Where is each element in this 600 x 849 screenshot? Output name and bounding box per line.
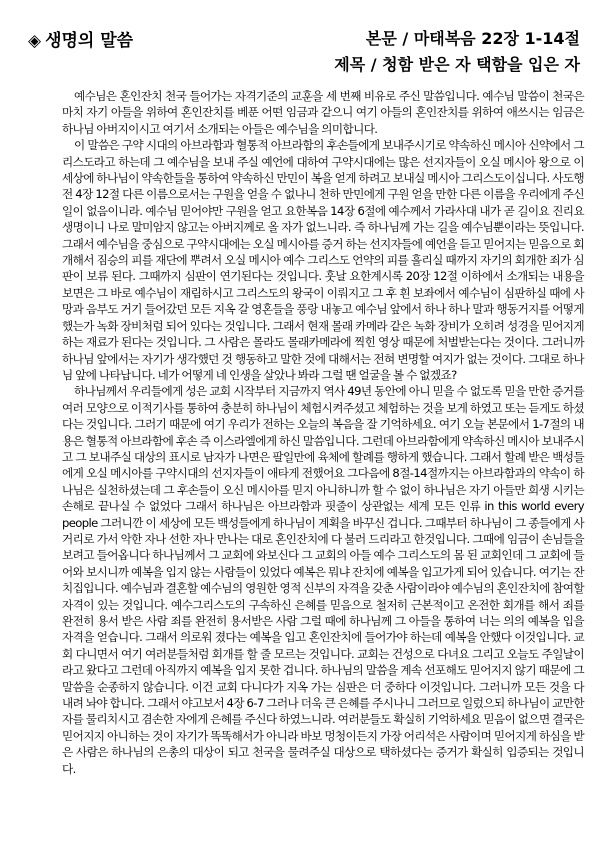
diamond-icon: ◈ — [28, 31, 42, 51]
page-header — [0, 0, 600, 84]
section-title — [28, 26, 133, 51]
section-title-text: 생명의 말씀 — [45, 31, 134, 51]
sermon-subject: 제목 / 청함 받은 자 택함을 입은 자 — [334, 55, 580, 74]
scripture-passage: 본문 / 마태복음 22장 1-14절 — [365, 29, 580, 48]
paragraph: 하나님께서 우리들에게 성은 교회 시작부터 지금까지 역사 49년 동안에 아니 믿을 수 없도록 믿을 만한 증거를 여러 모양으로 이적기사를 통하여 충분히 하나님이 체험시켜주셨고 체험하는 것을 보게 하였고 또는 듣게도 하셨다는 것입니다. 그러기 때문에 여기 우리가 전하는 오늘의 복음을 잘 기억하세요. 여기 오늘 본문에서 1-7절의 내용은 혈통적 아브라함에 후손 즉 이스라엘에게 하신 말씀입니다. 그런데 아브라함에게 약속하신 메시아 보내주시고 그 보내주실 대상의 표시로 남자가 나면은 팔일만에 육체에 할례를 행하게 했습니다. 그래서 할례 받은 백성들에게 오실 메시아를 구약시대의 선지자들이 애타게 전했어요 그다음에 8절-14절까지는 아브라함과의 약속이 하나님은 실천하셨는데 그 후손들이 오신 메시아를 믿지 아니하니까 할 수 없이 하나님은 자기 아들만 희생 시키는 손해로 끝나실 수 없었다 그래서 하나님은 아브라함과 핏줄이 상관없는 세계 모든 인류 in this world every people 그러니깐 이 세상에 모든 백성들에게 하나님이 계획을 바꾸신 겁니다. 그때부터 하나님이 그 종들에게 사거리로 가서 악한 자나 선한 자나 만나는 대로 혼인잔치에 다 불러 드리라고 한것입니다. 그때에 임금이 손님들을 보려고 들어옵니다 하나님께서 그 교회에 와보신다 그 교회의 아들 예수 그리스도의 몸 된 교회인데 그 교회에 들어와 보시니까 예복을 입지 않는 사람들이 있었다 예복은 뭐냐 잔치에 예복을 입고가게 되어 있습니다. 여기는 잔치집입니다. 예수님과 결혼할 예수님의 영원한 영적 신부의 자격을 갖춘 사람이라야 예수님의 혼인잔치에 참여할 자격이 있는 것입니다. 예수그리스도의 구속하신 은혜를 믿음으로 철저히 근본적이고 온전한 회개를 해서 죄를 완전히 용서 받은 사람 죄를 완전히 용서받은 사람 그럴 때에 하나님께 그 아들을 통하여 너는 의의 예복을 입을 자격을 얻습니다. 그래서 의로워 졌다는 예복을 입고 혼인잔치에 들어가야 하는데 예복을 안했다 이것입니다. 교회 다니면서 여기 여러분들처럼 회개를 할 줄 모르는 것입니다. 교회는 건성으로 다녀요 그리고 오늘도 주일날이라고 왔다고 그런데 아직까지 예복을 입지 못한 겁니다. 하나님의 말씀을 계속 선포해도 믿어지지 않기 때문에 그 말씀을 순종하지 않습니다. 이건 교회 다니다가 지옥 가는 심판은 더 중하다 이것입니다. 그러니까 모든 것을 다 내려 놔야 합니다. 그래서 야고보서 4장 6-7 그러나 더욱 큰 은혜를 주시나니 그러므로 일렀으되 하나님이 교만한 자를 물리치시고 겸손한 자에게 은혜를 주신다 하였느니라. 여러분들도 확실히 기억하세요 믿음이 없으면 결국은 믿어지지 아니하는 것이 자기가 똑똑해서가 아니라 바보 멍청이든지 가장 어리석은 사람이며 믿어지게 하심을 받은 사람은 하나님의 은총의 대상이 되고 천국을 물려주실 대상으로 택하셨다는 증거가 확실히 입증되는 것입니다. — [62, 384, 584, 776]
sermon-body — [62, 88, 584, 777]
paragraph: 예수님은 혼인잔치 천국 들어가는 자격기준의 교훈을 세 번째 비유로 주신 말씀입니다. 예수님 말씀이 천국은 마치 자기 아들을 위하여 혼인잔치를 베푼 어떤 임금과 같으니 여기 아들의 혼인잔치를 위하여 애쓰시는 임금은 하나님 아버지이시고 여기서 소개되는 아들은 예수님을 의미합니다. — [62, 89, 584, 136]
paragraph: 이 말씀은 구약 시대의 아브라함과 혈통적 아브라함의 후손들에게 보내주시기로 약속하신 메시아 신약에서 그리스도라고 하는데 그 예수님을 보내 주실 예언에 대하여 구약시대에는 많은 선지자들이 오실 메시아 왕으로 이 세상에 하나님이 약속한들을 통하여 약속하신 만민이 복을 얻게 하려고 보내실 메시아 그리스도이십니다. 사도행전 4장 12절 다른 이름으로서는 구원을 얻을 수 없나니 천하 만민에게 구원 얻을 만한 다른 이름을 우리에게 주신일이 없음이니라. 예수님 믿어야만 구원을 얻고 요한복음 14장 6절에 예수께서 가라사대 내가 곧 길이요 진리요 생명이니 나로 말미암지 않고는 아버지께로 올 자가 없느니라. 즉 하나님께 가는 길을 예수님뿐이라는 뜻입니다. 그래서 예수님을 중심으로 구약시대에는 오실 메시아를 증거 하는 선지자들에 예언을 듣고 믿어지는 믿음으로 회개해서 짐승의 피를 재단에 뿌려서 오실 메시아 예수 그리스도 언약의 피를 흘리실 때까지 자기의 회개한 죄가 심판이 보류 된다. 그때까지 심판이 연기된다는 것입니다. 훗날 요한계시록 20장 12절 이하에서 소개되는 내용을 보면은 그 바로 예수님이 재림하시고 그리스도의 왕국이 이뤄지고 그 후 흰 보좌에서 예수님이 심판하실 때에 사망과 음부도 거기 들어갔던 모든 지옥 갈 영혼들을 풍랑 내놓고 예수님 앞에서 하나 하나 말과 행동거지를 어떻게 했는가 녹화 장비처럼 되어 있다는 것입니다. 그래서 현재 몰래 카메라 같은 녹화 장비가 오히려 성경을 믿어지게 하는 재료가 된다는 것입니다. 그 사람은 몰라도 몰래카메라에 찍힌 영상 때문에 처벌받는다는 것이다. 그러니까 하나님 앞에서는 자기가 생각했던 것 행동하고 말한 것에 대해서는 전혀 변명할 여지가 없는 것이다. 그대로 하나님 앞에 나타납니다. 네가 어떻게 네 인생을 살았나 봐라 그럴 땐 얼굴을 볼 수 없겠죠? — [62, 138, 584, 382]
